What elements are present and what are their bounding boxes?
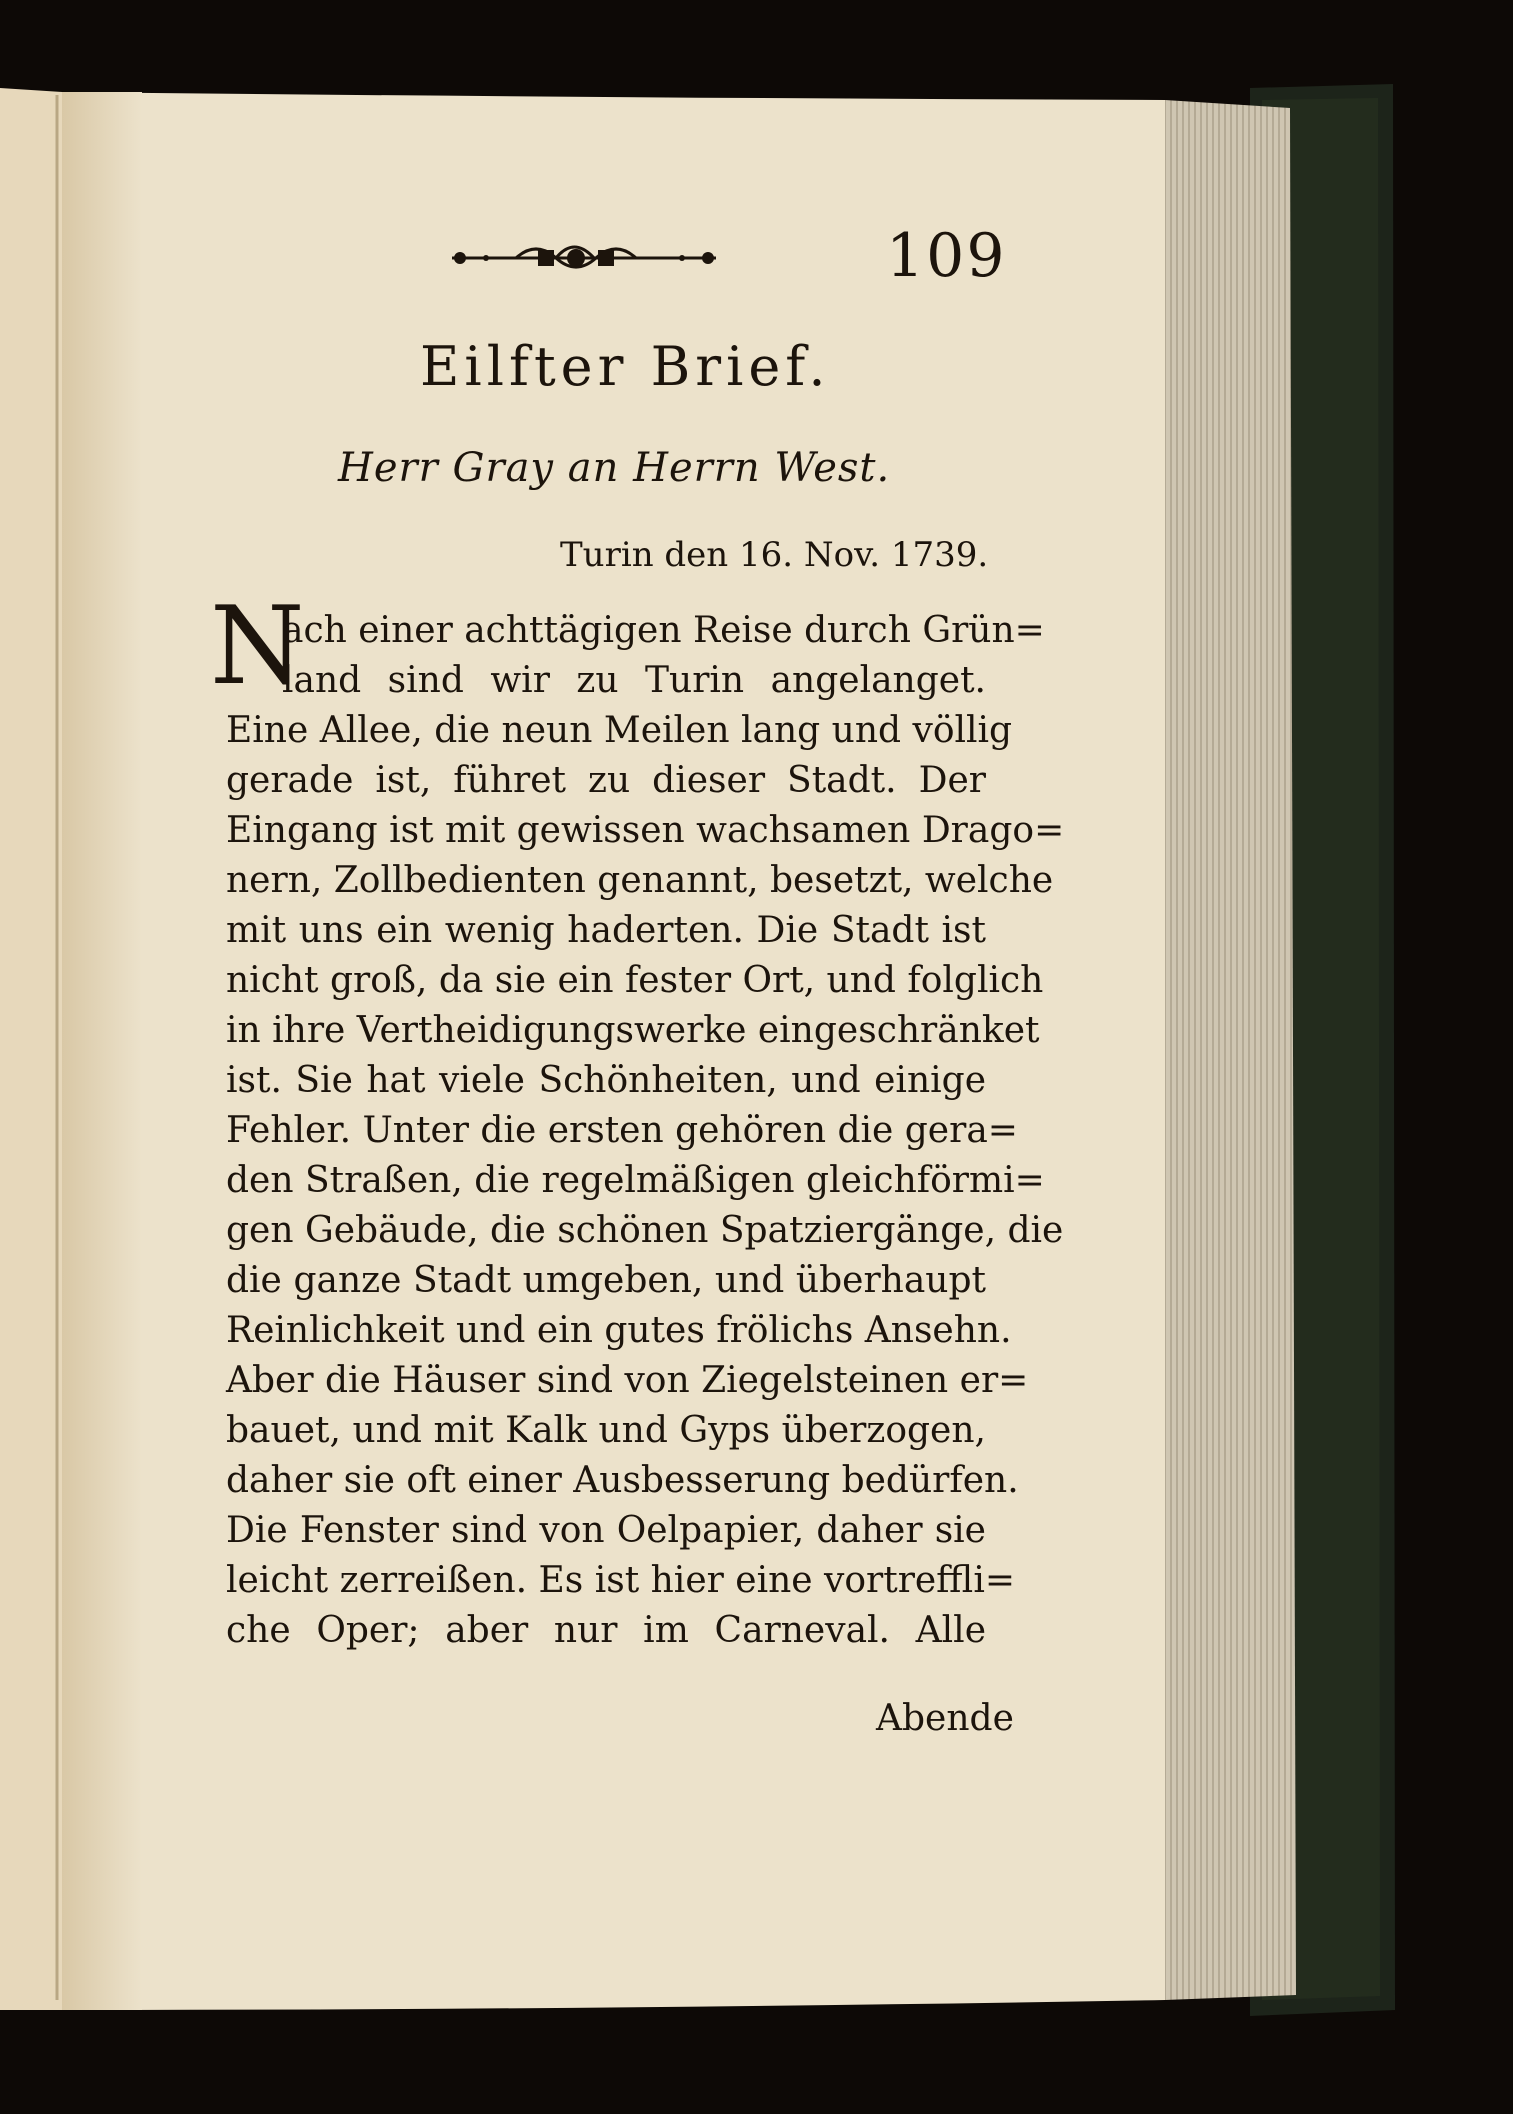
text-line: Aber die Häuser sind von Ziegelsteinen er= [226,1360,1029,1401]
letter-title: Eilfter Brief. [420,335,831,398]
text-line: nicht groß, da sie ein fester Ort, und folglich [226,960,1044,1001]
text-line: land sind wir zu Turin angelanget. [282,660,986,701]
text-line: mit uns ein wenig haderten. Die Stadt ist [226,910,986,951]
text-line: bauet, und mit Kalk und Gyps überzogen, [226,1410,986,1451]
text-line: gerade ist, führet zu dieser Stadt. Der [226,760,986,801]
text-line: in ihre Vertheidigungswerke eingeschränket [226,1010,1040,1051]
text-line: ist. Sie hat viele Schönheiten, und einige [226,1060,986,1101]
text-line: gen Gebäude, die schönen Spatziergänge, die [226,1210,1064,1251]
text-line: daher sie oft einer Ausbesserung bedürfen. [226,1460,1019,1501]
text-line: che Oper; aber nur im Carneval. Alle [226,1610,986,1651]
text-line: leicht zerreißen. Es ist hier eine vortreffli= [226,1560,1015,1601]
text-line: ach einer achttägigen Reise durch Grün= [282,610,1045,651]
text-line: Eingang ist mit gewissen wachsamen Drago= [226,810,1065,851]
text-line: Die Fenster sind von Oelpapier, daher sie [226,1510,986,1551]
text-line: die ganze Stadt umgeben, und überhaupt [226,1260,986,1301]
catchword: Abende [876,1698,1014,1739]
text-line: Eine Allee, die neun Meilen lang und völlig [226,710,1013,751]
text-line: nern, Zollbedienten genannt, besetzt, welche [226,860,1054,901]
drop-cap: N [210,584,305,709]
dateline: Turin den 16. Nov. 1739. [560,535,989,575]
text-line: den Straßen, die regelmäßigen gleichförmi= [226,1160,1045,1201]
text-line: Fehler. Unter die ersten gehören die gera= [226,1110,1018,1151]
text-line: Reinlichkeit und ein gutes frölichs Ansehn. [226,1310,1012,1351]
letter-subtitle: Herr Gray an Herrn West. [338,445,891,491]
page-number: 109 [886,221,1007,291]
ornament-icon [446,234,722,282]
